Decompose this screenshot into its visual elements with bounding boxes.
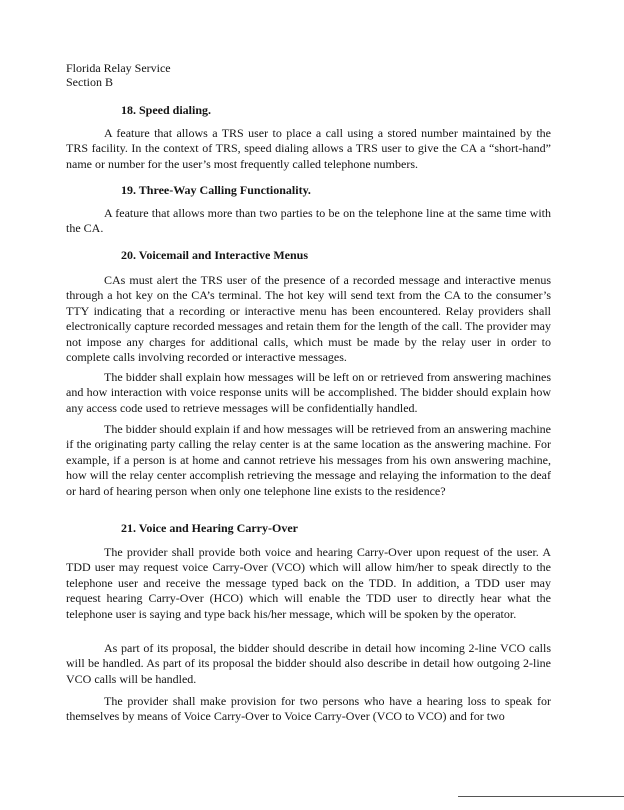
- section-20-paragraph-2: The bidder shall explain how messages will be left on or retrieved from answering machines and how interaction with voice response units will be accomplished. The bidder should explain how any access code used to retrieve messages will be confidentially handled.: [66, 370, 551, 415]
- section-heading-19: 19. Three-Way Calling Functionality.: [121, 183, 311, 197]
- section-18-paragraph-1: A feature that allows a TRS user to place a call using a stored number maintained by the TRS facility. In the context of TRS, speed dialing allows a TRS user to give the CA a “short-hand” name or number for the user’s most frequently called telephone numbers.: [66, 126, 551, 171]
- section-21-paragraph-3: The provider shall make provision for two persons who have a hearing loss to speak for themselves by means of Voice Carry-Over to Voice Carry-Over (VCO to VCO) and for two: [66, 694, 551, 724]
- section-21-paragraph-2: As part of its proposal, the bidder should describe in detail how incoming 2-line VCO calls will be handled. As part of its proposal the bidder should also describe in detail how outgoing 2-line VCO calls will be handled.: [66, 641, 551, 686]
- section-heading-21: 21. Voice and Hearing Carry-Over: [121, 521, 298, 535]
- header-section: Section B: [66, 75, 113, 89]
- header-organization: Florida Relay Service: [66, 61, 171, 75]
- section-20-paragraph-1: CAs must alert the TRS user of the presence of a recorded message and interactive menus through a hot key on the CA’s terminal. The hot key will send text from the CA to the consumer’s TTY indicating that a recording or interactive menu has been encountered. Relay providers shall electronically capture recorded messages and retain them for the length of the call. The provider may not impose any charges for additional calls, which must be made by the relay user in order to complete calls involving recorded or interactive messages.: [66, 273, 551, 365]
- section-20-paragraph-3: The bidder should explain if and how messages will be retrieved from an answering machine if the originating party calling the relay center is at the same location as the answering machine. For example, if a person is at home and cannot retrieve his messages from his own answering machine, how will the relay center accomplish retrieving the message and relaying the information to the deaf or hard of hearing person when only one telephone line exists to the residence?: [66, 422, 551, 498]
- section-heading-18: 18. Speed dialing.: [121, 103, 212, 117]
- section-heading-20: 20. Voicemail and Interactive Menus: [121, 248, 308, 262]
- page-header: [66, 61, 171, 89]
- scan-edge-line: [458, 796, 624, 797]
- section-21-paragraph-1: The provider shall provide both voice and hearing Carry-Over upon request of the user. A TDD user may request voice Carry-Over (VCO) which will allow him/her to speak directly to the telephone user and receive the message typed back on the TDD. In addition, a TDD user may request hearing Carry-Over (HCO) which will enable the TDD user to directly hear what the telephone user is saying and type back his/her message, which will be spoken by the operator.: [66, 545, 551, 621]
- section-19-paragraph-1: A feature that allows more than two parties to be on the telephone line at the same time with the CA.: [66, 206, 551, 236]
